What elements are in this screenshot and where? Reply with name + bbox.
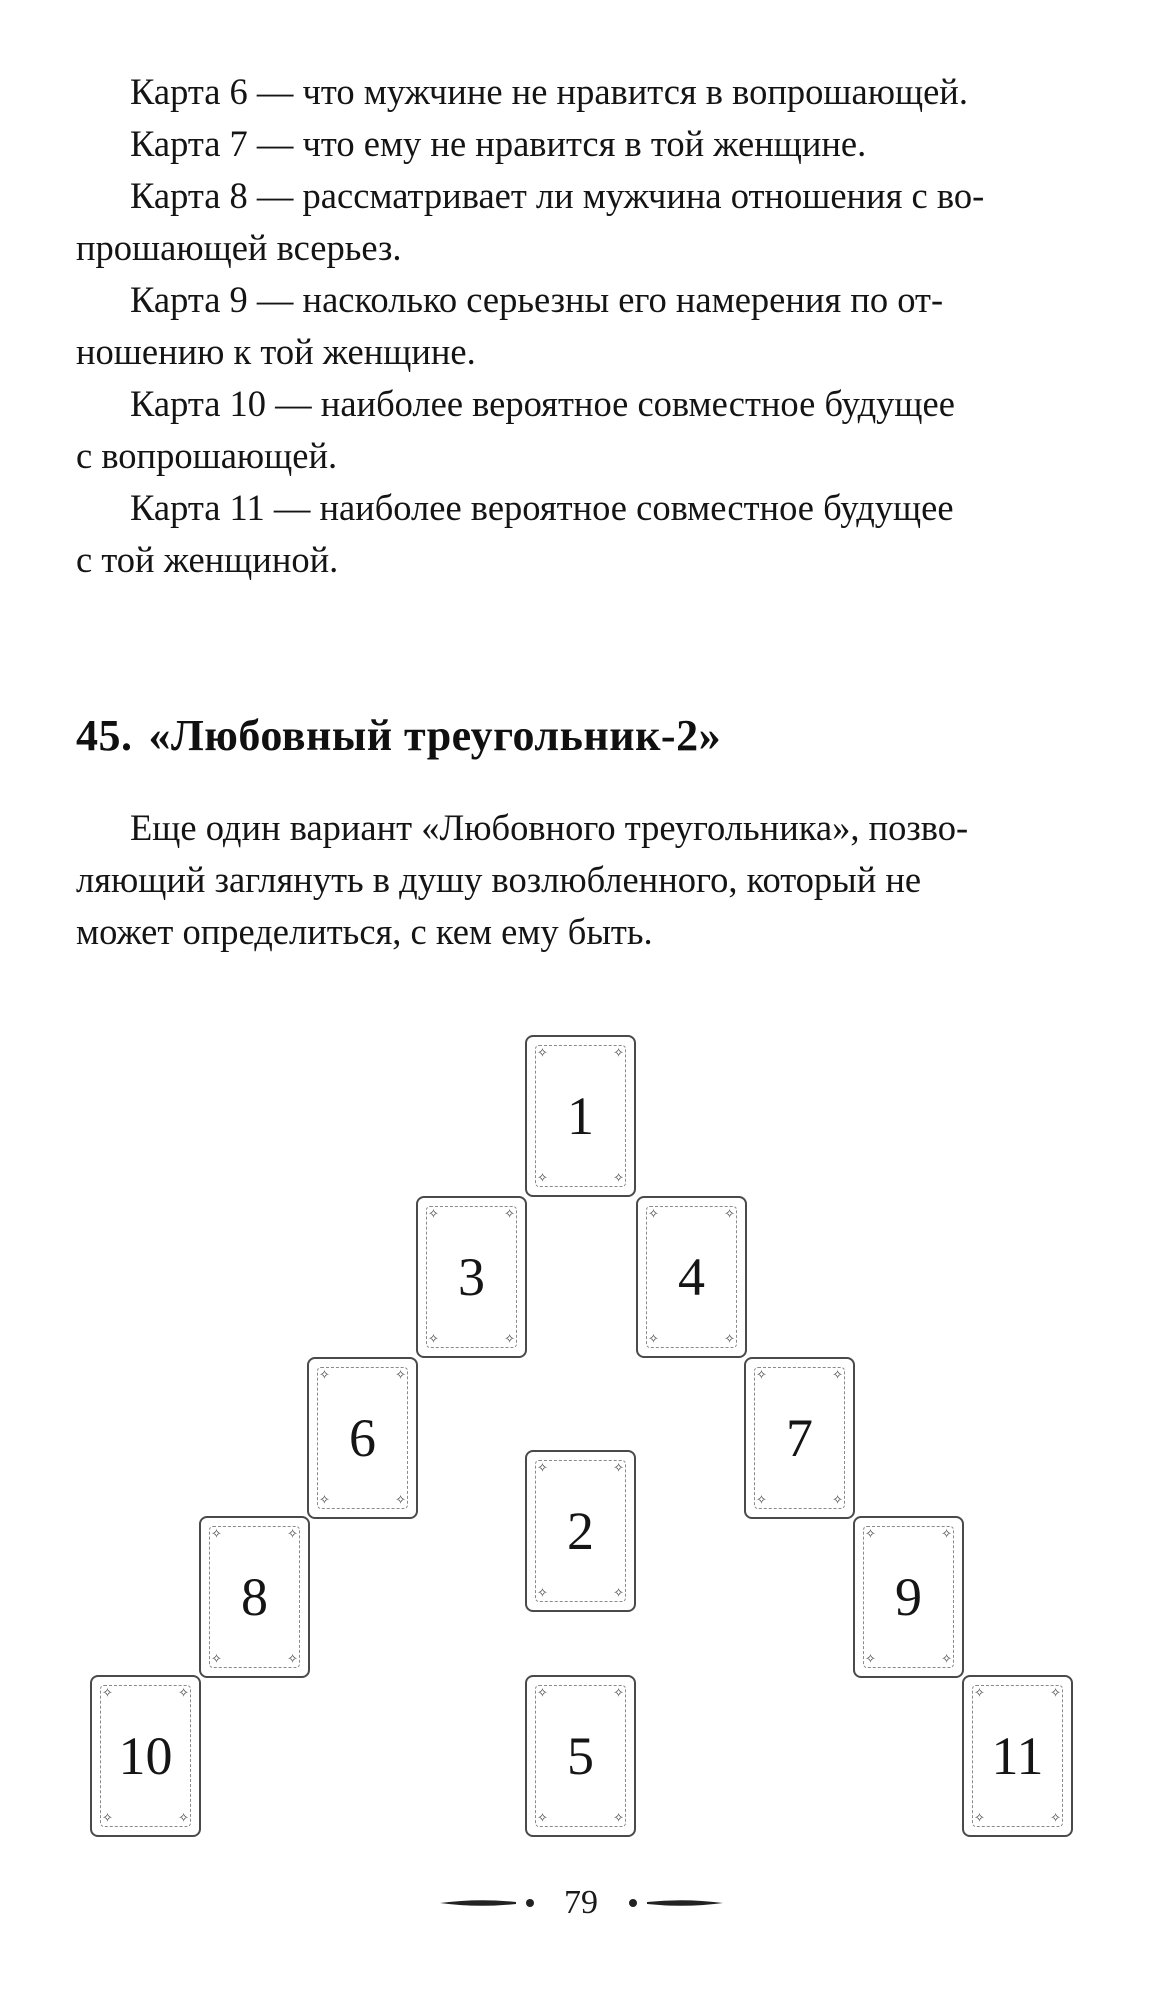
paragraph-text: Карта 6 — что мужчине не нравится в вопрошающей. (130, 71, 968, 112)
paragraph-text: с вопрошающей. (76, 435, 338, 476)
page-number: 79 (564, 1884, 598, 1922)
left-ornament-icon (438, 1895, 538, 1911)
star-icon: ✧ (648, 1207, 659, 1222)
paragraph-text: с той женщиной. (76, 539, 339, 580)
star-icon: ✧ (724, 1332, 735, 1347)
card-10 (90, 1675, 201, 1837)
star-icon: ✧ (537, 1046, 548, 1061)
star-icon: ✧ (974, 1686, 985, 1701)
star-icon: ✧ (1050, 1686, 1061, 1701)
star-icon: ✧ (178, 1686, 189, 1701)
card-8 (199, 1516, 310, 1678)
right-ornament-icon (625, 1895, 725, 1911)
star-icon: ✧ (102, 1811, 113, 1826)
star-icon: ✧ (504, 1207, 515, 1222)
card-6 (307, 1357, 418, 1519)
star-icon: ✧ (287, 1527, 298, 1542)
card-number: 3 (458, 1247, 485, 1307)
star-icon: ✧ (211, 1527, 222, 1542)
paragraph-card-7 (76, 118, 1089, 170)
card-number: 11 (991, 1726, 1044, 1786)
intro-text: ляющий заглянуть в душу возлюбленного, который не (76, 859, 922, 900)
card-number: 1 (567, 1086, 594, 1146)
star-icon: ✧ (102, 1686, 113, 1701)
star-icon: ✧ (865, 1652, 876, 1667)
star-icon: ✧ (756, 1493, 767, 1508)
paragraph-card-10 (76, 378, 1089, 482)
star-icon: ✧ (648, 1332, 659, 1347)
paragraph-text: прошающей всерьез. (76, 227, 402, 268)
star-icon: ✧ (319, 1368, 330, 1383)
paragraph-text: Карта 11 — наиболее вероятное совместное будущее (130, 487, 954, 528)
star-icon: ✧ (504, 1332, 515, 1347)
star-icon: ✧ (865, 1527, 876, 1542)
star-icon: ✧ (395, 1493, 406, 1508)
star-icon: ✧ (613, 1461, 624, 1476)
section-number: 45. (76, 711, 133, 760)
paragraph-text: Карта 8 — рассматривает ли мужчина отношения с во- (130, 175, 985, 216)
section-title: «Любовный треугольник-2» (148, 711, 722, 760)
star-icon: ✧ (395, 1368, 406, 1383)
star-icon: ✧ (428, 1332, 439, 1347)
paragraph-card-6 (76, 66, 1089, 118)
star-icon: ✧ (724, 1207, 735, 1222)
paragraph-text: Карта 7 — что ему не нравится в той женщине. (130, 123, 867, 164)
page-footer (0, 1882, 1162, 1922)
star-icon: ✧ (319, 1493, 330, 1508)
card-number: 6 (349, 1408, 376, 1468)
card-3 (416, 1196, 527, 1358)
star-icon: ✧ (613, 1686, 624, 1701)
star-icon: ✧ (537, 1586, 548, 1601)
star-icon: ✧ (537, 1461, 548, 1476)
intro-text: может определиться, с кем ему быть. (76, 911, 653, 952)
paragraph-card-9 (76, 274, 1089, 378)
star-icon: ✧ (613, 1811, 624, 1826)
star-icon: ✧ (832, 1493, 843, 1508)
card-number: 5 (567, 1726, 594, 1786)
card-number: 7 (786, 1408, 813, 1468)
star-icon: ✧ (178, 1811, 189, 1826)
card-2 (525, 1450, 636, 1612)
star-icon: ✧ (613, 1171, 624, 1186)
star-icon: ✧ (941, 1527, 952, 1542)
card-number: 8 (241, 1567, 268, 1627)
star-icon: ✧ (1050, 1811, 1061, 1826)
star-icon: ✧ (537, 1686, 548, 1701)
star-icon: ✧ (613, 1046, 624, 1061)
paragraph-text: ношению к той женщине. (76, 331, 476, 372)
star-icon: ✧ (974, 1811, 985, 1826)
star-icon: ✧ (537, 1811, 548, 1826)
intro-text: Еще один вариант «Любовного треугольника», позво- (130, 807, 969, 848)
card-number: 10 (118, 1726, 173, 1786)
paragraph-text: Карта 9 — насколько серьезны его намерения по от- (130, 279, 944, 320)
card-number: 9 (895, 1567, 922, 1627)
card-4 (636, 1196, 747, 1358)
star-icon: ✧ (756, 1368, 767, 1383)
star-icon: ✧ (941, 1652, 952, 1667)
card-1 (525, 1035, 636, 1197)
paragraph-card-11 (76, 482, 1089, 586)
section-heading (76, 710, 1089, 761)
star-icon: ✧ (537, 1171, 548, 1186)
paragraph-text: Карта 10 — наиболее вероятное совместное будущее (130, 383, 955, 424)
star-icon: ✧ (428, 1207, 439, 1222)
card-11 (962, 1675, 1073, 1837)
star-icon: ✧ (287, 1652, 298, 1667)
star-icon: ✧ (832, 1368, 843, 1383)
paragraph-card-8 (76, 170, 1089, 274)
card-number: 4 (678, 1247, 705, 1307)
card-7 (744, 1357, 855, 1519)
card-number: 2 (567, 1501, 594, 1561)
intro-paragraph (76, 802, 1089, 958)
star-icon: ✧ (613, 1586, 624, 1601)
card-5 (525, 1675, 636, 1837)
star-icon: ✧ (211, 1652, 222, 1667)
card-9 (853, 1516, 964, 1678)
